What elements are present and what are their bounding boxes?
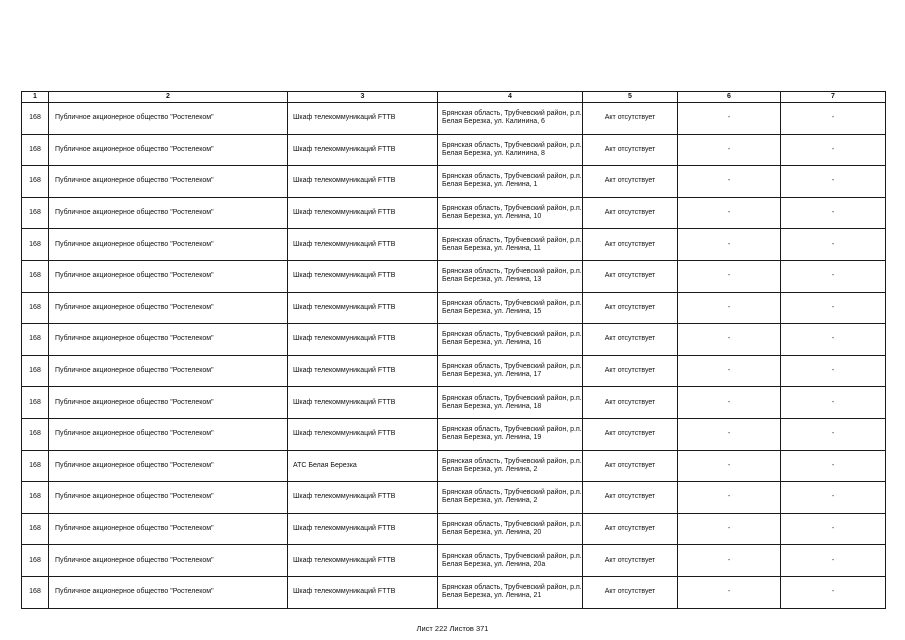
table-row bbox=[22, 103, 886, 135]
table-row bbox=[22, 166, 886, 198]
cell-act: Акт отсутствует bbox=[583, 197, 678, 229]
cell-col6: - bbox=[678, 260, 781, 292]
cell-number: 168 bbox=[22, 387, 49, 419]
header-col-1: 1 bbox=[22, 92, 49, 103]
cell-address: Брянская область, Трубчевский район, р.п. Белая Березка, ул. Калинина, 8 bbox=[438, 134, 583, 166]
document-sheet bbox=[21, 91, 885, 609]
cell-address: Брянская область, Трубчевский район, р.п. Белая Березка, ул. Ленина, 1 bbox=[438, 166, 583, 198]
table-row bbox=[22, 324, 886, 356]
cell-object: Шкаф телекоммуникаций FTTB bbox=[288, 355, 438, 387]
cell-col6: - bbox=[678, 197, 781, 229]
header-row bbox=[22, 92, 886, 103]
cell-col6: - bbox=[678, 387, 781, 419]
cell-object: Шкаф телекоммуникаций FTTB bbox=[288, 387, 438, 419]
table-row bbox=[22, 450, 886, 482]
header-col-3: 3 bbox=[288, 92, 438, 103]
cell-number: 168 bbox=[22, 355, 49, 387]
cell-act: Акт отсутствует bbox=[583, 229, 678, 261]
cell-object: Шкаф телекоммуникаций FTTB bbox=[288, 292, 438, 324]
cell-col7: - bbox=[781, 418, 886, 450]
cell-act: Акт отсутствует bbox=[583, 134, 678, 166]
table-row bbox=[22, 229, 886, 261]
cell-owner: Публичное акционерное общество "Ростелеком" bbox=[49, 260, 288, 292]
cell-address: Брянская область, Трубчевский район, р.п. Белая Березка, ул. Ленина, 21 bbox=[438, 576, 583, 608]
header-col-4: 4 bbox=[438, 92, 583, 103]
table-row bbox=[22, 545, 886, 577]
cell-address: Брянская область, Трубчевский район, р.п. Белая Березка, ул. Калинина, 6 bbox=[438, 103, 583, 135]
cell-address: Брянская область, Трубчевский район, р.п. Белая Березка, ул. Ленина, 19 bbox=[438, 418, 583, 450]
cell-act: Акт отсутствует bbox=[583, 450, 678, 482]
table-row bbox=[22, 260, 886, 292]
cell-owner: Публичное акционерное общество "Ростелеком" bbox=[49, 418, 288, 450]
page-number: Лист 222 Листов 371 bbox=[416, 624, 489, 633]
cell-act: Акт отсутствует bbox=[583, 418, 678, 450]
table-row bbox=[22, 482, 886, 514]
cell-owner: Публичное акционерное общество "Ростелеком" bbox=[49, 292, 288, 324]
cell-owner: Публичное акционерное общество "Ростелеком" bbox=[49, 387, 288, 419]
table-header bbox=[22, 92, 886, 103]
cell-number: 168 bbox=[22, 450, 49, 482]
cell-col7: - bbox=[781, 197, 886, 229]
cell-address: Брянская область, Трубчевский район, р.п. Белая Березка, ул. Ленина, 10 bbox=[438, 197, 583, 229]
cell-number: 168 bbox=[22, 324, 49, 356]
cell-object: Шкаф телекоммуникаций FTTB bbox=[288, 576, 438, 608]
cell-act: Акт отсутствует bbox=[583, 292, 678, 324]
cell-object: Шкаф телекоммуникаций FTTB bbox=[288, 103, 438, 135]
cell-col7: - bbox=[781, 229, 886, 261]
cell-col7: - bbox=[781, 103, 886, 135]
cell-col6: - bbox=[678, 292, 781, 324]
cell-col6: - bbox=[678, 355, 781, 387]
cell-act: Акт отсутствует bbox=[583, 387, 678, 419]
cell-act: Акт отсутствует bbox=[583, 576, 678, 608]
cell-act: Акт отсутствует bbox=[583, 166, 678, 198]
cell-object: Шкаф телекоммуникаций FTTB bbox=[288, 324, 438, 356]
cell-object: Шкаф телекоммуникаций FTTB bbox=[288, 418, 438, 450]
cell-owner: Публичное акционерное общество "Ростелеком" bbox=[49, 545, 288, 577]
cell-object: Шкаф телекоммуникаций FTTB bbox=[288, 482, 438, 514]
header-col-7: 7 bbox=[781, 92, 886, 103]
cell-col7: - bbox=[781, 134, 886, 166]
cell-number: 168 bbox=[22, 197, 49, 229]
cell-act: Акт отсутствует bbox=[583, 513, 678, 545]
table-row bbox=[22, 197, 886, 229]
cell-object: Шкаф телекоммуникаций FTTB bbox=[288, 134, 438, 166]
cell-address: Брянская область, Трубчевский район, р.п. Белая Березка, ул. Ленина, 17 bbox=[438, 355, 583, 387]
table-row bbox=[22, 134, 886, 166]
cell-owner: Публичное акционерное общество "Ростелеком" bbox=[49, 134, 288, 166]
cell-col7: - bbox=[781, 166, 886, 198]
header-col-6: 6 bbox=[678, 92, 781, 103]
cell-object: АТС Белая Березка bbox=[288, 450, 438, 482]
table-row bbox=[22, 292, 886, 324]
cell-object: Шкаф телекоммуникаций FTTB bbox=[288, 166, 438, 198]
cell-number: 168 bbox=[22, 229, 49, 261]
cell-object: Шкаф телекоммуникаций FTTB bbox=[288, 260, 438, 292]
cell-owner: Публичное акционерное общество "Ростелеком" bbox=[49, 355, 288, 387]
cell-act: Акт отсутствует bbox=[583, 482, 678, 514]
cell-number: 168 bbox=[22, 260, 49, 292]
cell-number: 168 bbox=[22, 103, 49, 135]
cell-owner: Публичное акционерное общество "Ростелеком" bbox=[49, 103, 288, 135]
cell-owner: Публичное акционерное общество "Ростелеком" bbox=[49, 513, 288, 545]
table-row bbox=[22, 387, 886, 419]
cell-col6: - bbox=[678, 229, 781, 261]
table-row bbox=[22, 513, 886, 545]
cell-owner: Публичное акционерное общество "Ростелеком" bbox=[49, 450, 288, 482]
cell-number: 168 bbox=[22, 292, 49, 324]
cell-act: Акт отсутствует bbox=[583, 103, 678, 135]
cell-number: 168 bbox=[22, 513, 49, 545]
cell-object: Шкаф телекоммуникаций FTTB bbox=[288, 229, 438, 261]
cell-col6: - bbox=[678, 513, 781, 545]
cell-address: Брянская область, Трубчевский район, р.п. Белая Березка, ул. Ленина, 2 bbox=[438, 482, 583, 514]
table-row bbox=[22, 355, 886, 387]
cell-address: Брянская область, Трубчевский район, р.п. Белая Березка, ул. Ленина, 18 bbox=[438, 387, 583, 419]
table-row bbox=[22, 576, 886, 608]
cell-col7: - bbox=[781, 545, 886, 577]
cell-col7: - bbox=[781, 450, 886, 482]
cell-owner: Публичное акционерное общество "Ростелеком" bbox=[49, 197, 288, 229]
cell-owner: Публичное акционерное общество "Ростелеком" bbox=[49, 229, 288, 261]
cell-number: 168 bbox=[22, 482, 49, 514]
cell-address: Брянская область, Трубчевский район, р.п. Белая Березка, ул. Ленина, 16 bbox=[438, 324, 583, 356]
cell-col7: - bbox=[781, 482, 886, 514]
cell-owner: Публичное акционерное общество "Ростелеком" bbox=[49, 324, 288, 356]
cell-col7: - bbox=[781, 260, 886, 292]
cell-object: Шкаф телекоммуникаций FTTB bbox=[288, 545, 438, 577]
cell-owner: Публичное акционерное общество "Ростелеком" bbox=[49, 482, 288, 514]
cell-col6: - bbox=[678, 482, 781, 514]
header-col-5: 5 bbox=[583, 92, 678, 103]
cell-act: Акт отсутствует bbox=[583, 545, 678, 577]
cell-col7: - bbox=[781, 324, 886, 356]
cell-address: Брянская область, Трубчевский район, р.п. Белая Березка, ул. Ленина, 15 bbox=[438, 292, 583, 324]
cell-col7: - bbox=[781, 387, 886, 419]
cell-number: 168 bbox=[22, 545, 49, 577]
header-col-2: 2 bbox=[49, 92, 288, 103]
cell-col7: - bbox=[781, 355, 886, 387]
table-row bbox=[22, 418, 886, 450]
cell-object: Шкаф телекоммуникаций FTTB bbox=[288, 513, 438, 545]
cell-number: 168 bbox=[22, 576, 49, 608]
cell-col7: - bbox=[781, 576, 886, 608]
cell-object: Шкаф телекоммуникаций FTTB bbox=[288, 197, 438, 229]
cell-number: 168 bbox=[22, 418, 49, 450]
cell-col6: - bbox=[678, 166, 781, 198]
cell-col6: - bbox=[678, 545, 781, 577]
cell-address: Брянская область, Трубчевский район, р.п. Белая Березка, ул. Ленина, 13 bbox=[438, 260, 583, 292]
cell-address: Брянская область, Трубчевский район, р.п. Белая Березка, ул. Ленина, 20а bbox=[438, 545, 583, 577]
table-body bbox=[22, 103, 886, 609]
cell-act: Акт отсутствует bbox=[583, 260, 678, 292]
cell-col6: - bbox=[678, 576, 781, 608]
cell-col6: - bbox=[678, 134, 781, 166]
cell-address: Брянская область, Трубчевский район, р.п. Белая Березка, ул. Ленина, 2 bbox=[438, 450, 583, 482]
cell-col6: - bbox=[678, 450, 781, 482]
cell-col7: - bbox=[781, 513, 886, 545]
cell-number: 168 bbox=[22, 166, 49, 198]
cell-owner: Публичное акционерное общество "Ростелеком" bbox=[49, 166, 288, 198]
register-table bbox=[21, 91, 886, 609]
cell-act: Акт отсутствует bbox=[583, 355, 678, 387]
cell-owner: Публичное акционерное общество "Ростелеком" bbox=[49, 576, 288, 608]
cell-act: Акт отсутствует bbox=[583, 324, 678, 356]
cell-address: Брянская область, Трубчевский район, р.п. Белая Березка, ул. Ленина, 20 bbox=[438, 513, 583, 545]
cell-number: 168 bbox=[22, 134, 49, 166]
cell-col6: - bbox=[678, 418, 781, 450]
cell-col6: - bbox=[678, 324, 781, 356]
cell-col6: - bbox=[678, 103, 781, 135]
cell-address: Брянская область, Трубчевский район, р.п. Белая Березка, ул. Ленина, 11 bbox=[438, 229, 583, 261]
cell-col7: - bbox=[781, 292, 886, 324]
